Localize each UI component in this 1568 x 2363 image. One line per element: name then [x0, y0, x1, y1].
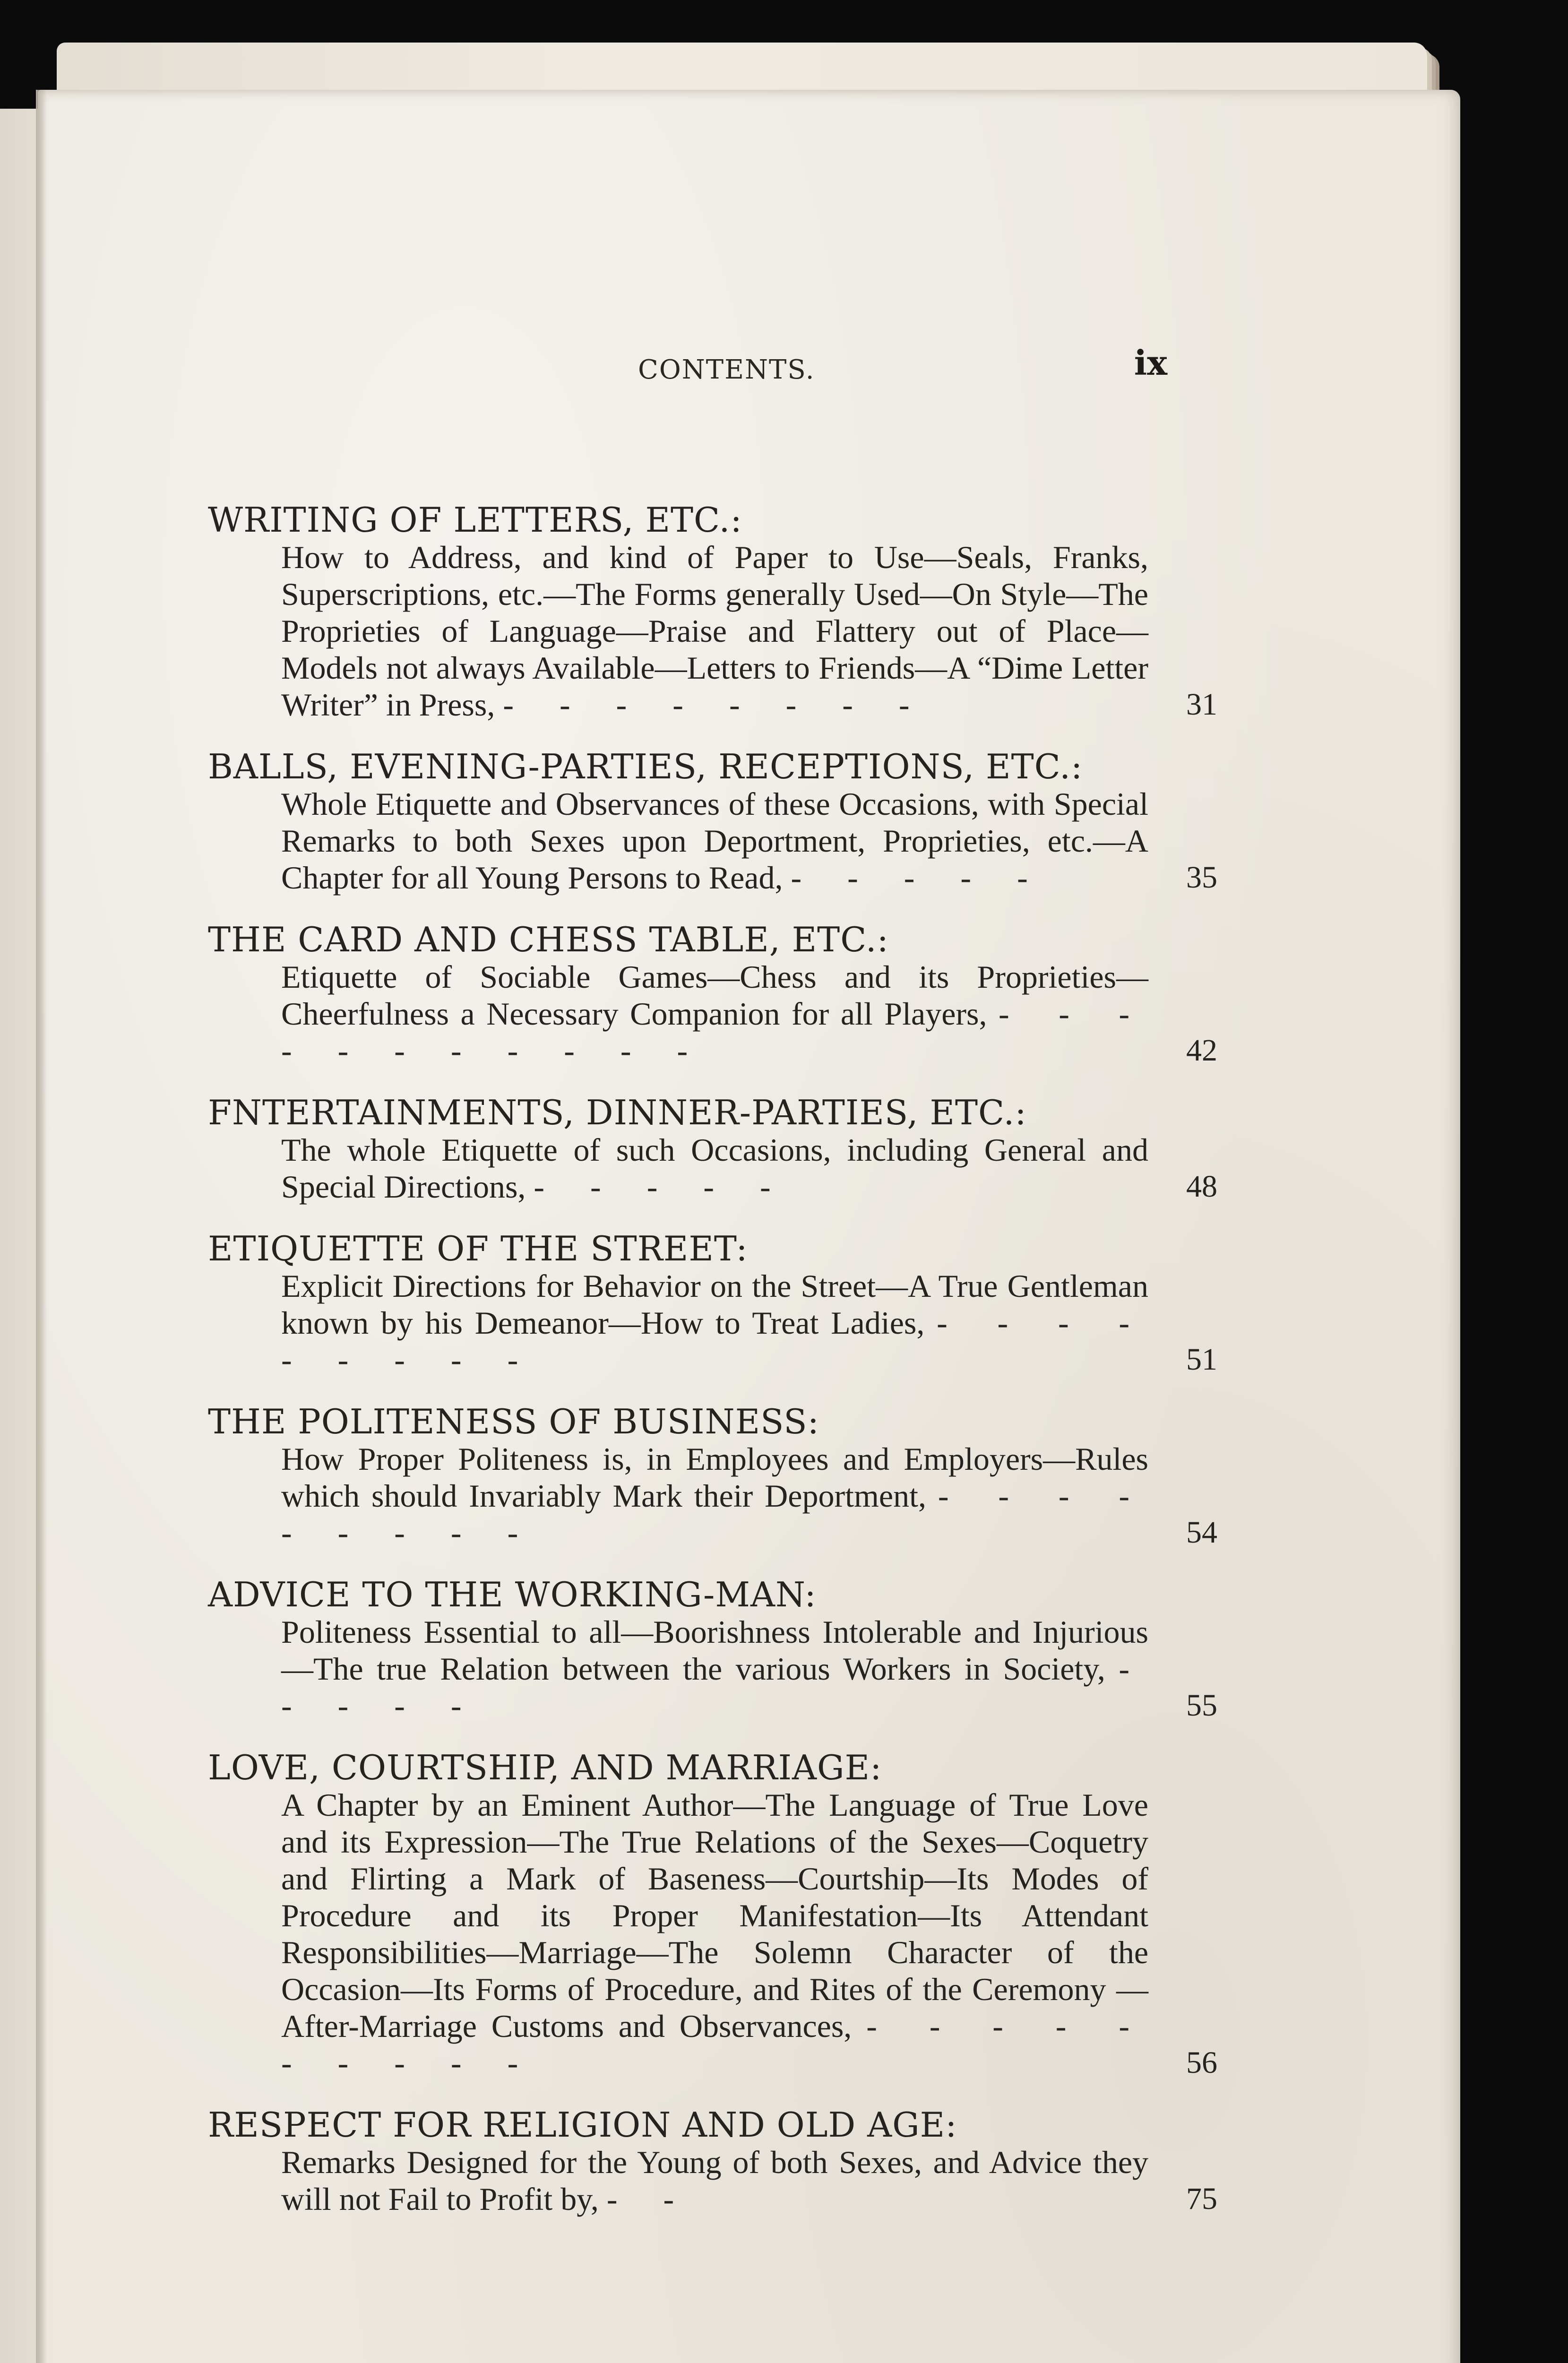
dot-leader: - - - - - - - - - -	[281, 2008, 1148, 2081]
dot-leader: - - - - - - - - -	[281, 1305, 1149, 1378]
dot-leader: - - - - - - - - - - -	[281, 996, 1149, 1069]
dot-leader: - - - - -	[791, 860, 1047, 896]
entry-heading: BALLS, EVENING-PARTIES, RECEPTIONS, ETC.:	[208, 747, 1083, 786]
contents-entry	[208, 1230, 1257, 1378]
entry-page-number: 56	[1186, 2045, 1217, 2080]
entry-description	[281, 958, 1217, 1069]
entry-heading: RESPECT FOR RELIGION AND OLD AGE:	[208, 2105, 957, 2145]
entry-description	[281, 1268, 1217, 1378]
contents-entry	[208, 1094, 1257, 1205]
entry-heading: ADVICE TO THE WORKING-MAN:	[208, 1575, 817, 1614]
entry-text: How to Address, and kind of Paper to Use—Seals, Franks, Superscriptions, etc.—The Forms generally Used—On Style—The Proprieties of Language—Praise and Flattery out of Place—Models not always Available—Letters to Friends—A “Dime Letter Writer” in Press,	[281, 539, 1148, 723]
entry-text: Whole Etiquette and Observances of these Occasions, with Special Remarks to both Sexes upon Deportment, Proprieties, etc.—A Chapter for all Young Persons to Read,	[281, 786, 1148, 896]
entry-page-number: 51	[1186, 1342, 1217, 1377]
entry-description	[281, 1613, 1217, 1724]
entry-description	[281, 785, 1217, 896]
entry-description	[281, 1131, 1217, 1205]
contents-entry	[208, 1403, 1257, 1551]
entry-description	[281, 1440, 1217, 1551]
entry-heading: ETIQUETTE OF THE STREET:	[208, 1229, 748, 1268]
entry-heading: THE POLITENESS OF BUSINESS:	[208, 1402, 819, 1441]
entry-page-number: 42	[1186, 1033, 1217, 1068]
dot-leader: - - - - - - - -	[503, 687, 929, 723]
dot-leader: - - - - -	[281, 1651, 1149, 1724]
entry-text: Politeness Essential to all—Boorishness Intolerable and Injurious—The true Relation between the various Workers in Society,	[281, 1614, 1148, 1687]
contents-entry	[208, 501, 1257, 723]
entry-heading: LOVE, COURTSHIP, AND MARRIAGE:	[208, 1748, 882, 1787]
entry-description	[281, 539, 1217, 723]
contents-entry	[208, 2106, 1257, 2217]
table-of-contents	[208, 501, 1257, 2242]
entry-heading: WRITING OF LETTERS, ETC.:	[208, 500, 742, 540]
entry-text: How Proper Politeness is, in Employees and Employers—Rules which should Invariably Mark their Deportment,	[281, 1441, 1148, 1514]
entry-text: Remarks Designed for the Young of both Sexes, and Advice they will not Fail to Profit by,	[281, 2144, 1148, 2217]
dot-leader: - -	[606, 2181, 693, 2217]
entry-page-number: 55	[1186, 1688, 1217, 1723]
entry-page-number: 31	[1186, 687, 1217, 722]
contents-entry	[208, 921, 1257, 1069]
entry-heading: FNTERTAINMENTS, DINNER-PARTIES, ETC.:	[208, 1093, 1027, 1132]
page-number: ix	[1134, 343, 1167, 383]
contents-entry	[208, 1576, 1257, 1724]
entry-text: Etiquette of Sociable Games—Chess and its Proprieties—Cheerfulness a Necessary Companion for all Players,	[281, 959, 1148, 1032]
dot-leader: - - - - - - - - -	[281, 1478, 1149, 1551]
dot-leader: - - - - -	[534, 1169, 790, 1205]
entry-text: Explicit Directions for Behavior on the Street—A True Gentleman known by his Demeanor—How to Treat Ladies,	[281, 1268, 1148, 1341]
entry-description	[281, 1786, 1217, 2081]
entry-page-number: 35	[1186, 860, 1217, 895]
contents-entry	[208, 748, 1257, 896]
entry-page-number: 48	[1186, 1169, 1217, 1204]
entry-page-number: 75	[1186, 2182, 1217, 2216]
running-head: CONTENTS.	[638, 354, 815, 385]
entry-heading: THE CARD AND CHESS TABLE, ETC.:	[208, 920, 889, 959]
contents-page	[38, 90, 1460, 2363]
contents-entry	[208, 1749, 1257, 2081]
entry-page-number: 54	[1186, 1515, 1217, 1550]
entry-text: A Chapter by an Eminent Author—The Language of True Love and its Expression—The True Relations of the Sexes—Coquetry and Flirting a Mark of Baseness—Courtship—Its Modes of Procedure and its Proper Manifestation—Its Attendant Responsibilities—Marriage—The Solemn Character of the Occasion—Its Forms of Procedure, and Rites of the Ceremony — After-Marriage Customs and Observances,	[281, 1787, 1148, 2044]
entry-text: The whole Etiquette of such Occasions, including General and Special Directions,	[281, 1132, 1148, 1205]
entry-description	[281, 2144, 1217, 2217]
